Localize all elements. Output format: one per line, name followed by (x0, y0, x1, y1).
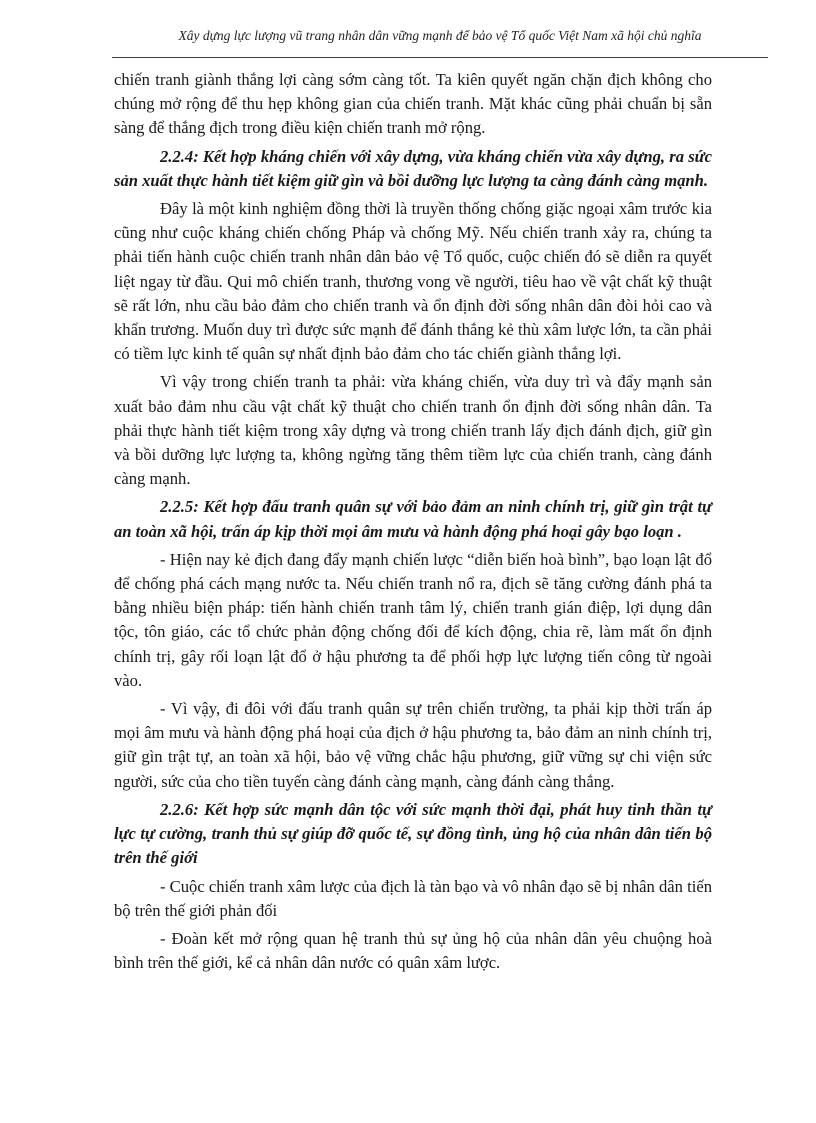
section-heading-2-2-6: 2.2.6: Kết hợp sức mạnh dân tộc với sức mạnh thời đại, phát huy tinh thần tự lực tự cường, tranh thủ sự giúp đỡ quốc tế, sự đồng tình, ủng hộ của nhân dân tiến bộ trên thế giới (114, 799, 712, 868)
running-header: Xây dựng lực lượng vũ trang nhân dân vững mạnh để bảo vệ Tổ quốc Việt Nam xã hội chủ nghĩa (178, 28, 702, 43)
paragraph: - Vì vậy, đi đôi với đấu tranh quân sự trên chiến trường, ta phải kịp thời trấn áp mọi âm mưu và hành động phá hoại của địch ở hậu phương ta, bảo đảm an ninh chính trị, giữ gìn trật tự, an toàn xã hội, bảo vệ vững chắc hậu phương, giữ vững sự chi viện sức người, sức của cho tiền tuyến càng đánh càng mạnh, càng đánh càng thắng. (114, 699, 712, 791)
section-heading-2-2-4: 2.2.4: Kết hợp kháng chiến với xây dựng, vừa kháng chiến vừa xây dựng, ra sức sản xuất thực hành tiết kiệm giữ gìn và bồi dưỡng lực lượng ta càng đánh càng mạnh. (114, 146, 712, 190)
paragraph: - Đoàn kết mở rộng quan hệ tranh thủ sự ủng hộ của nhân dân yêu chuộng hoà bình trên thế giới, kể cả nhân dân nước có quân xâm lược. (114, 928, 712, 973)
header-divider (112, 57, 768, 58)
paragraph: Vì vậy trong chiến tranh ta phải: vừa kháng chiến, vừa duy trì và đẩy mạnh sản xuất bảo đảm nhu cầu vật chất kỹ thuật cho chiến tranh ổn định đời sống nhân dân. Ta phải thực hành tiết kiệm trong xây dựng và trong chiến tranh lấy địch đánh địch, giữ gìn và bồi dưỡng lực lượng ta, không ngừng tăng thêm tiềm lực của chiến tranh, càng đánh càng mạnh. (114, 372, 712, 489)
page-body (114, 68, 712, 979)
paragraph-continuation: chiến tranh giành thắng lợi càng sớm càng tốt. Ta kiên quyết ngăn chặn địch không cho chúng mở rộng để thu hẹp không gian của chiến tranh. Mặt khác cũng phải chuẩn bị sẵn sàng để thắng địch trong điều kiện chiến tranh mở rộng. (114, 70, 712, 138)
section-heading-2-2-5: 2.2.5: Kết hợp đấu tranh quân sự với bảo đảm an ninh chính trị, giữ gìn trật tự an toàn xã hội, trấn áp kịp thời mọi âm mưu và hành động phá hoại gây bạo loạn . (114, 497, 712, 541)
paragraph: Đây là một kinh nghiệm đồng thời là truyền thống chống giặc ngoại xâm trước kia cũng như cuộc kháng chiến chống Pháp và chống Mỹ. Nếu chiến tranh xảy ra, chúng ta phải tiến hành cuộc chiến tranh nhân dân bảo vệ Tổ quốc, cuộc chiến đó sẽ diễn ra quyết liệt ngay từ đầu. Qui mô chiến tranh, thương vong về người, tiêu hao về vật chất kỹ thuật sẽ rất lớn, nhu cầu bảo đảm cho chiến tranh và ổn định đời sống nhân dân đòi hỏi cao và khẩn trương. Muốn duy trì được sức mạnh để đánh thắng kẻ thù xâm lược lớn, ta cần phải có tiềm lực kinh tế quân sự nhất định bảo đảm cho tác chiến giành thắng lợi. (114, 199, 712, 364)
paragraph: - Hiện nay kẻ địch đang đẩy mạnh chiến lược “diễn biến hoà bình”, bạo loạn lật đổ để chống phá cách mạng nước ta. Nếu chiến tranh nổ ra, địch sẽ tăng cường đánh phá ta bằng nhiều biện pháp: tiến hành chiến tranh tâm lý, chiến tranh gián điệp, lợi dụng dân tộc, tôn giáo, các tổ chức phản động chống đối để kích động, chia rẽ, làm mất ổn định chính trị, gây rối loạn lật đổ ở hậu phương ta để phối hợp lực lượng tiến công từ ngoài vào. (114, 549, 712, 690)
paragraph: - Cuộc chiến tranh xâm lược của địch là tàn bạo và vô nhân đạo sẽ bị nhân dân tiến bộ trên thế giới phản đối (114, 876, 712, 920)
